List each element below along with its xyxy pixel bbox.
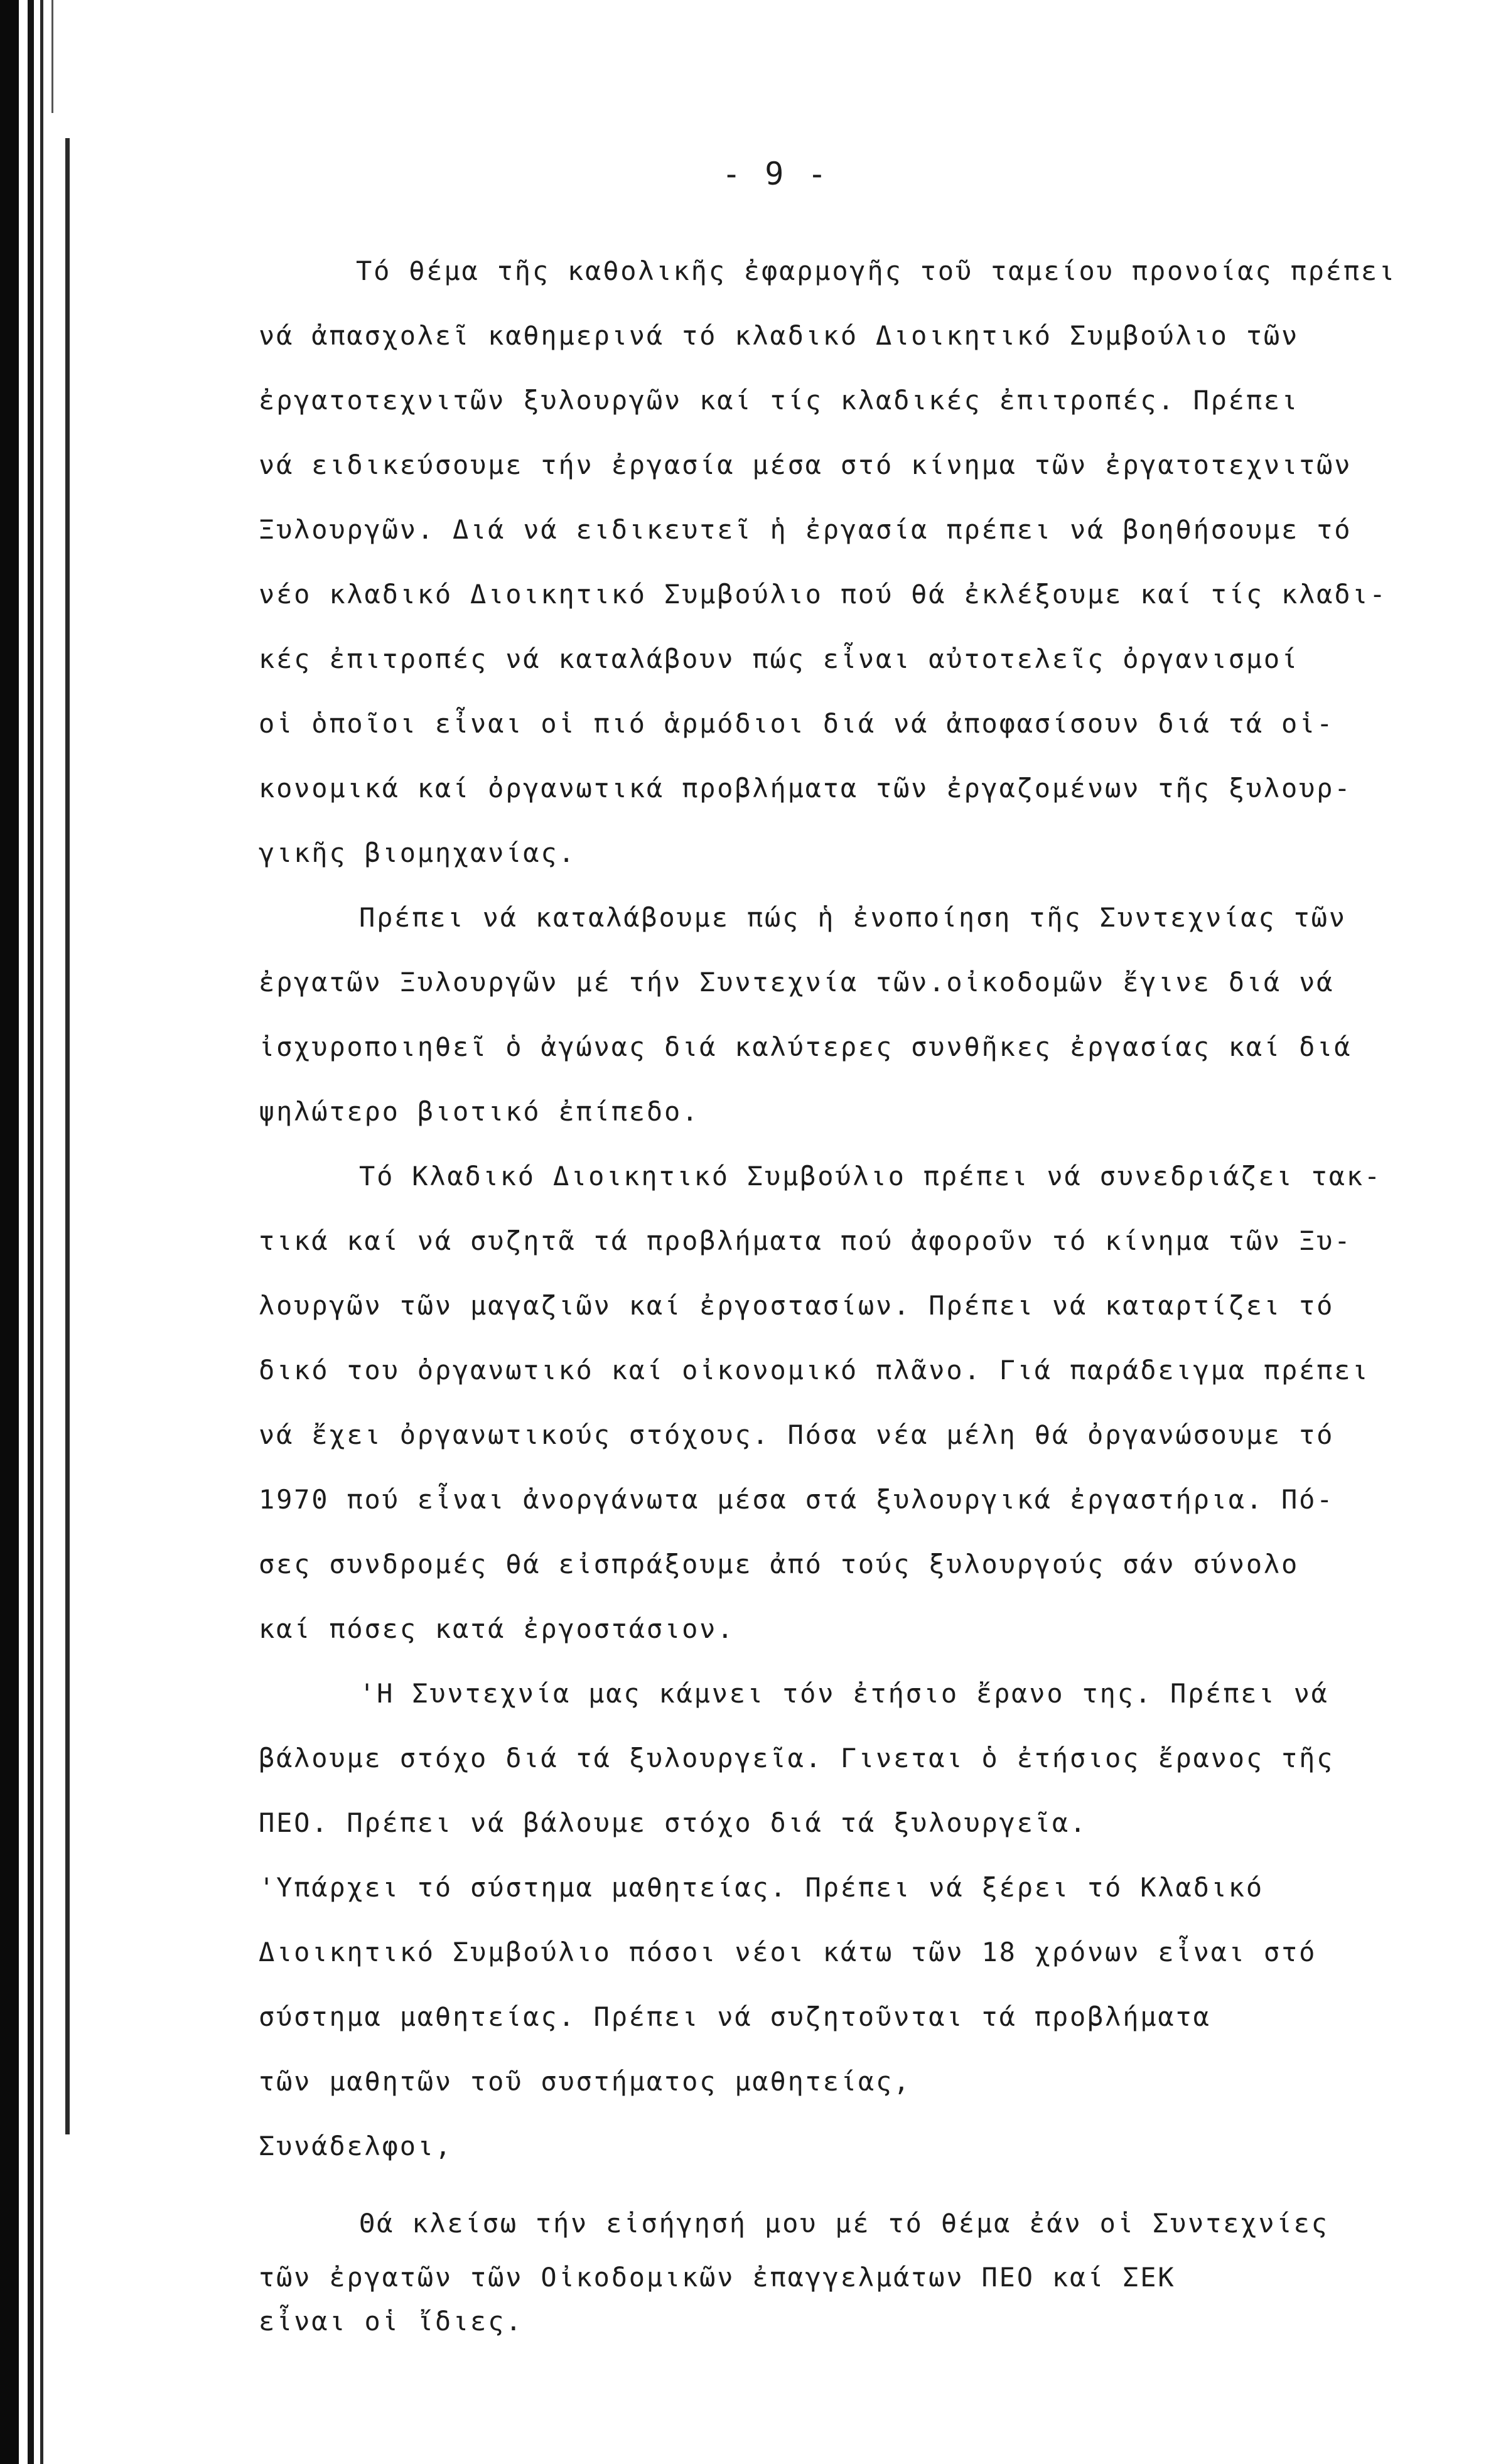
text-line: ἐργατοτεχνιτῶν ξυλουργῶν καί τίς κλαδικές ἐπιτροπές. Πρέπει	[259, 385, 1300, 416]
text-line: Συνάδελφοι,	[259, 2131, 453, 2161]
text-line: δικό του ὀργανωτικό καί οἰκονομικό πλᾶνο. Γιά παράδειγμα πρέπει	[259, 1355, 1370, 1385]
text-line: ἰσχυροποιηθεῖ ὁ ἀγώνας διά καλύτερες συνθῆκες ἐργασίας καί διά	[259, 1031, 1352, 1062]
binding-strip-dark	[0, 0, 19, 2464]
binding-strip-thin	[40, 0, 43, 2464]
text-line: Πρέπει νά καταλάβουμε πώς ἡ ἐνοποίηση τῆς Συντεχνίας τῶν	[359, 902, 1347, 933]
text-line: νά ἀπασχολεῖ καθημερινά τό κλαδικό Διοικητικό Συμβούλιο τῶν	[259, 320, 1300, 351]
text-line: 'Η Συντεχνία μας κάμνει τόν ἐτήσιο ἔρανο της. Πρέπει νά	[359, 1678, 1329, 1709]
paragraph-gap	[259, 2178, 1470, 2191]
text-line: Διοικητικό Συμβούλιο πόσοι νέοι κάτω τῶν 18 χρόνων εἶναι στό	[259, 1937, 1317, 1967]
text-line: ΠΕΟ. Πρέπει νά βάλουμε στόχο διά τά ξυλουργεῖα.	[259, 1807, 1088, 1838]
text-line: Θά κλείσω τήν εἰσήγησή μου μέ τό θέμα ἐάν οἱ Συντεχνίες	[359, 2208, 1329, 2239]
text-line: νέο κλαδικό Διοικητικό Συμβούλιο πού θά ἐκλέξουμε καί τίς κλαδι-	[259, 579, 1387, 610]
text-line: οἱ ὁποῖοι εἶναι οἱ πιό ἁρμόδιοι διά νά ἀποφασίσουν διά τά οἱ-	[259, 708, 1335, 739]
text-line: τικά καί νά συζητᾶ τά προβλήματα πού ἀφοροῦν τό κίνημα τῶν Ξυ-	[259, 1225, 1352, 1256]
text-line: ψηλώτερο βιοτικό ἐπίπεδο.	[259, 1096, 700, 1127]
binding-strip-top	[51, 0, 53, 113]
document-body	[259, 239, 1470, 2343]
text-line: εἶναι οἱ ἴδιες.	[259, 2306, 524, 2337]
text-line: Τό θέμα τῆς καθολικῆς ἐφαρμογῆς τοῦ ταμείου προνοίας πρέπει	[356, 256, 1397, 286]
text-line: γικῆς βιομηχανίας.	[259, 837, 576, 868]
page-number: - 9 -	[722, 156, 829, 192]
text-line: 1970 πού εἶναι ἀνοργάνωτα μέσα στά ξυλουργικά ἐργαστήρια. Πό-	[259, 1484, 1335, 1515]
text-line: σες συνδρομές θά εἰσπράξουμε ἀπό τούς ξυλουργούς σάν σύνολο	[259, 1549, 1300, 1579]
binding-strip-mid	[28, 0, 34, 2464]
text-line: Τό Κλαδικό Διοικητικό Συμβούλιο πρέπει νά συνεδριάζει τακ-	[359, 1161, 1382, 1192]
text-line: κές ἐπιτροπές νά καταλάβουν πώς εἶναι αὐτοτελεῖς ὀργανισμοί	[259, 643, 1300, 674]
text-line: λουργῶν τῶν μαγαζιῶν καί ἐργοστασίων. Πρέπει νά καταρτίζει τό	[259, 1290, 1335, 1321]
text-line: σύστημα μαθητείας. Πρέπει νά συζητοῦνται τά προβλήματα	[259, 2001, 1211, 2032]
text-line: ἐργατῶν Ξυλουργῶν μέ τήν Συντεχνία τῶν.οἰκοδομῶν ἔγινε διά νά	[259, 967, 1335, 998]
text-line: τῶν μαθητῶν τοῦ συστήματος μαθητείας,	[259, 2066, 912, 2097]
text-line: καί πόσες κατά ἐργοστάσιον.	[259, 1613, 735, 1644]
text-line: 'Υπάρχει τό σύστημα μαθητείας. Πρέπει νά ξέρει τό Κλαδικό	[259, 1872, 1264, 1903]
text-line: νά ειδικεύσουμε τήν ἐργασία μέσα στό κίνημα τῶν ἐργατοτεχνιτῶν	[259, 449, 1352, 480]
binding-strip-inner	[65, 138, 70, 2134]
text-line: Ξυλουργῶν. Διά νά ειδικευτεῖ ἡ ἐργασία πρέπει νά βοηθήσουμε τό	[259, 514, 1352, 545]
text-line: βάλουμε στόχο διά τά ξυλουργεῖα. Γινεται ὁ ἐτήσιος ἔρανος τῆς	[259, 1743, 1335, 1773]
binding-edge	[0, 0, 75, 2464]
text-line: νά ἔχει ὀργανωτικούς στόχους. Πόσα νέα μέλη θά ὀργανώσουμε τό	[259, 1419, 1335, 1450]
text-line: κονομικά καί ὀργανωτικά προβλήματα τῶν ἐργαζομένων τῆς ξυλουρ-	[259, 773, 1352, 804]
text-line: τῶν ἐργατῶν τῶν Οἰκοδομικῶν ἐπαγγελμάτων ΠΕΟ καί ΣΕΚ	[259, 2262, 1176, 2293]
